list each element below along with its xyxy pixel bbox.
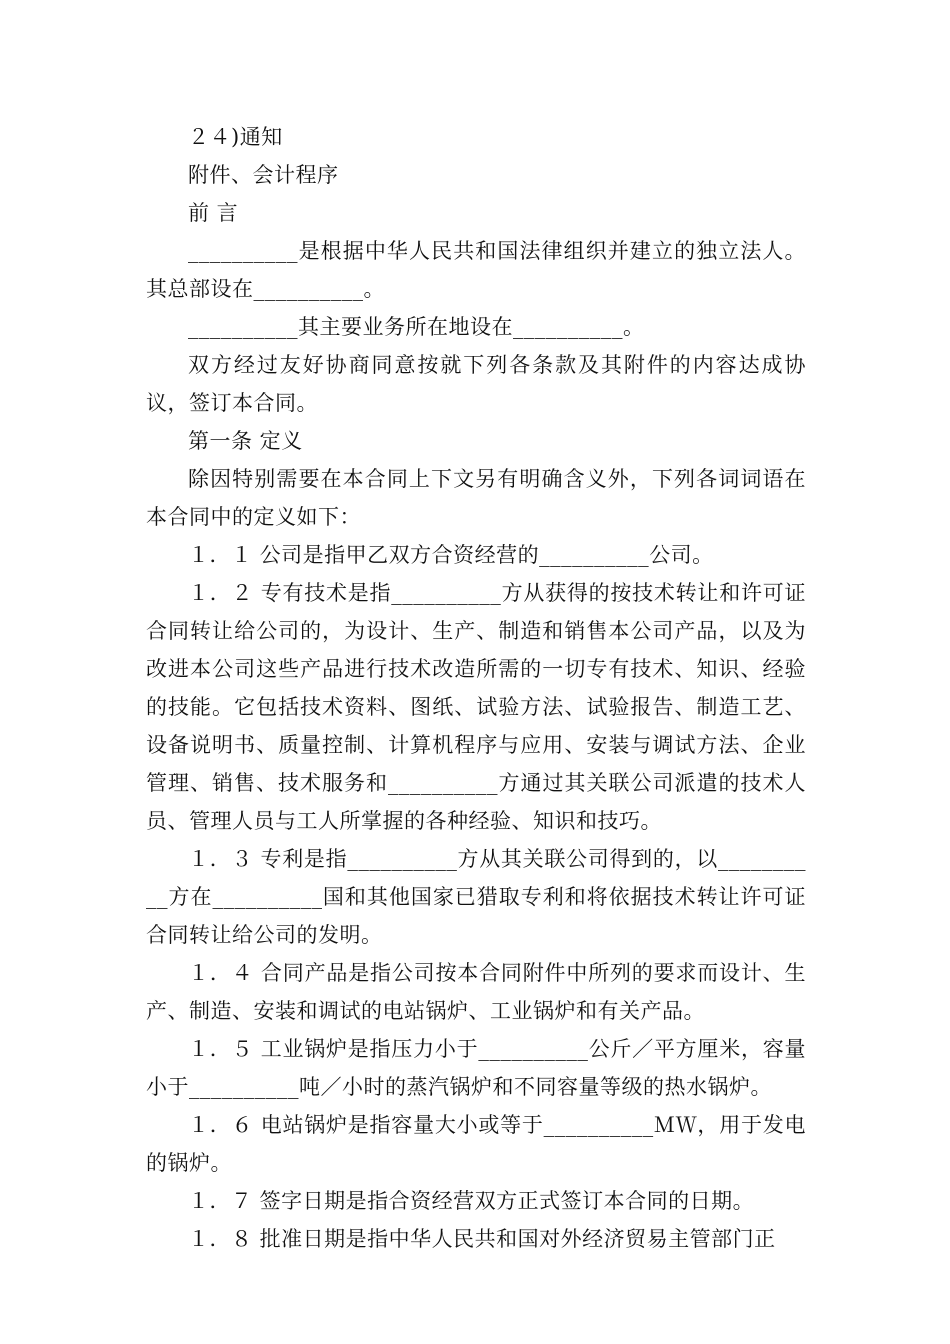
definition-1-6: １．６ 电站锅炉是指容量大小或等于__________ＭＷ，用于发电的锅炉。 [146, 1113, 806, 1175]
definition-1-4: １．４ 合同产品是指公司按本合同附件中所列的要求而设计、生产、制造、安装和调试的电站锅炉、工业锅炉和有关产品。 [146, 961, 806, 1023]
preface-paragraph-legal-entity: __________是根据中华人民共和国法律组织并建立的独立法人。其总部设在__________。 [146, 239, 806, 301]
appendix-accounting-procedure: 附件、会计程序 [188, 163, 339, 187]
definition-1-2: １．２ 专有技术是指__________方从获得的按技术转让和许可证合同转让给公司的，为设计、生产、制造和销售本公司产品，以及为改进本公司这些产品进行技术改造所需的一切专有技术、知识、经验的技能。它包括技术资料、图纸、试验方法、试验报告、制造工艺、设备说明书、质量控制、计算机程序与应用、安装与调试方法、企业管理、销售、技术服务和__________方通过其关联公司派遣的技术人员、管理人员与工人所掌握的各种经验、知识和技巧。 [146, 581, 806, 833]
definition-1-1: １．１ 公司是指甲乙双方合资经营的__________公司。 [188, 543, 714, 567]
document-body [146, 118, 806, 1258]
definition-1-8: １．８ 批准日期是指中华人民共和国对外经济贸易主管部门正 [188, 1227, 776, 1251]
definitions-intro: 除因特别需要在本合同上下文另有明确含义外，下列各词词语在本合同中的定义如下： [146, 467, 806, 529]
preface-heading: 前 言 [188, 201, 239, 225]
preface-paragraph-agreement: 双方经过友好协商同意按就下列各条款及其附件的内容达成协议，签订本合同。 [146, 353, 806, 415]
definition-1-7: １．７ 签字日期是指合资经营双方正式签订本合同的日期。 [188, 1189, 755, 1213]
preface-paragraph-business-location: __________其主要业务所在地设在__________。 [188, 315, 645, 339]
definition-1-5: １．５ 工业锅炉是指压力小于__________公斤／平方厘米，容量小于__________吨／小时的蒸汽锅炉和不同容量等级的热水锅炉。 [146, 1037, 806, 1099]
section-notice-item: ２４)通知 [188, 125, 283, 149]
definition-1-3: １．３ 专利是指__________方从其关联公司得到的，以__________方在__________国和其他国家已猎取专利和将依据技术转让许可证合同转让给公司的发明。 [146, 847, 806, 947]
article-one-heading: 第一条 定义 [188, 429, 303, 453]
